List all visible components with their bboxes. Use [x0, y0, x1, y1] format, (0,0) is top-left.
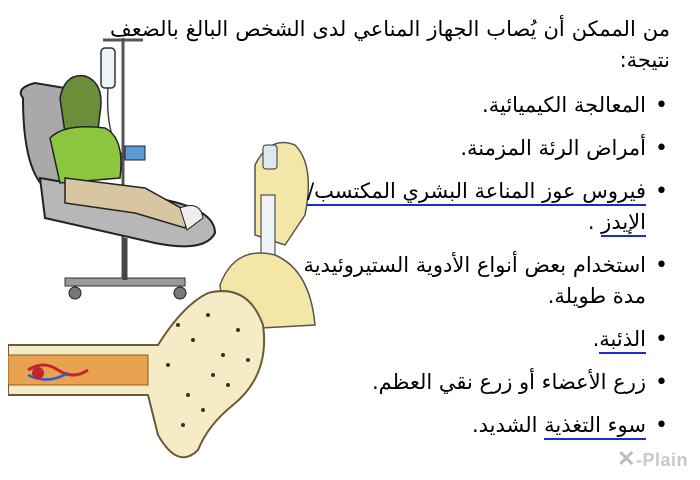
list-item-text: أمراض الرئة المزمنة.	[460, 136, 646, 160]
logo-text: -Plain	[635, 450, 688, 470]
list-item	[266, 367, 646, 398]
list-item-text: المعالجة الكيميائية.	[482, 93, 646, 117]
cause-list	[266, 90, 670, 453]
list-item-text: استخدام بعض أنواع الأدوية الستيروئيدية مدة طويلة.	[303, 253, 646, 308]
bone-marrow-illustration	[8, 285, 268, 470]
list-item	[266, 410, 646, 441]
list-item-tail: .	[587, 210, 602, 234]
list-item	[266, 90, 646, 121]
list-item	[266, 324, 646, 355]
malnutrition-link[interactable]: سوء التغذية	[544, 413, 646, 440]
intro-text: من الممكن أن يُصاب الجهاز المناعي لدى الشخص البالغ بالضعف نتيجة:	[110, 17, 670, 72]
x-mark-icon: ✕	[617, 446, 636, 471]
list-item	[266, 133, 646, 164]
list-item-tail: .	[592, 327, 600, 351]
xplain-logo	[617, 446, 688, 472]
hiv-aids-link[interactable]: فيروس عوز المناعة البشري المكتسب/الإيدز	[307, 179, 646, 237]
lupus-link[interactable]: الذئبة	[599, 327, 646, 354]
list-item	[266, 176, 646, 238]
list-item-text: زرع الأعضاء أو زرع نقي العظم.	[371, 370, 646, 394]
list-item	[266, 250, 646, 312]
list-item-tail: الشديد.	[471, 413, 545, 437]
